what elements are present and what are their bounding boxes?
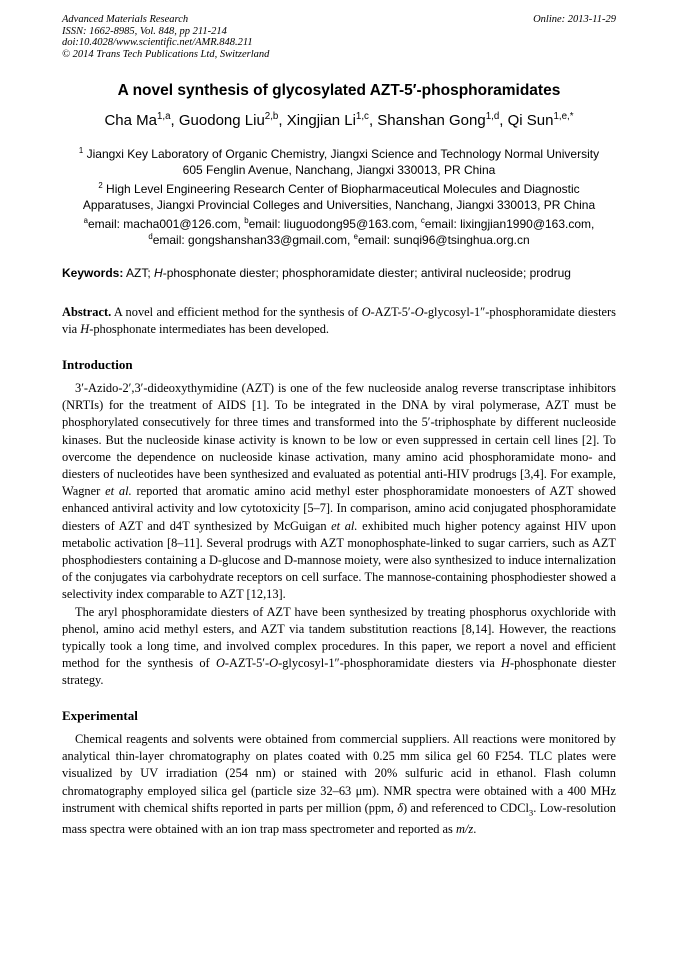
author-affil-mark: 1,c (355, 111, 369, 122)
author-name: Guodong Liu (178, 112, 265, 129)
author-affil-mark: 1,d (485, 111, 500, 122)
journal-header (62, 14, 442, 60)
online-date: Online: 2013-11-29 (533, 14, 616, 25)
paragraph: Chemical reagents and solvents were obtained from commercial suppliers. All reactions were monitored by analytical thin-layer chromatography on plates coated with 0.25 mm silica gel 60 F254. TLC plates were visualized by UV irradiation (254 nm) or stained with 20% sulfuric acid in ethanol. Flash column chromatography employed silica gel (particle size 32–63 μm). NMR spectra were obtained with a 400 MHz instrument with chemical shifts reported in parts per million (ppm, δ) and referenced to CDCl$_3$. Low-resolution mass spectra were obtained with an ion trap mass spectrometer and reported as m/z. (62, 732, 616, 837)
abstract-label: Abstract. (62, 305, 112, 319)
introduction-text (62, 380, 616, 690)
abstract: Abstract. A novel and efficient method for the synthesis of O-AZT-5′-O-glycosyl-1″-phosphoramidate diesters via H-phosphonate intermediates has been developed. (62, 305, 616, 337)
keyword-text: -phosphonate diester; phosphoramidate diester; antiviral nucleoside; prodrug (162, 266, 571, 280)
email-d: email: gongshanshan33@gmail.com, (152, 233, 354, 247)
affil-line: Jiangxi Key Laboratory of Organic Chemistry, Jiangxi Science and Technology Normal University (86, 147, 600, 161)
affil-line: High Level Engineering Research Center of Biopharmaceutical Molecules and Diagnostic (106, 182, 580, 196)
author-affil-mark: 2,b (264, 111, 279, 122)
author-name: Cha Ma (104, 112, 157, 129)
journal-issn: ISSN: 1662-8985, Vol. 848, pp 211-214 (62, 25, 227, 37)
affil-number: 1 (78, 146, 84, 155)
author-name: Qi Sun (507, 112, 554, 129)
section-heading-introduction: Introduction (62, 357, 133, 372)
paper-title: A novel synthesis of glycosylated AZT-5′-phosphoramidates (117, 82, 561, 99)
experimental-text (62, 731, 616, 839)
keywords-label: Keywords: (62, 266, 124, 280)
affiliation-2 (62, 181, 616, 213)
journal-copyright: © 2014 Trans Tech Publications Ltd, Switzerland (62, 48, 270, 60)
author-name: Xingjian Li (286, 112, 356, 129)
keywords (62, 266, 616, 280)
keyword-italic: H (154, 266, 163, 280)
keyword-text: AZT; (123, 266, 155, 280)
email-c: email: lixingjian1990@163.com, (424, 217, 595, 231)
affil-line: Apparatuses, Jiangxi Provincial Colleges and Universities, Nanchang, Jiangxi 330013, PR China (82, 198, 596, 212)
email-a: email: macha001@126.com, (87, 217, 245, 231)
email-e: email: sunqi96@tsinghua.org.cn (358, 233, 530, 247)
journal-name: Advanced Materials Research (62, 14, 189, 25)
author-name: Shanshan Gong (377, 112, 486, 129)
author-list: Cha Ma$^{1,a}$, Guodong Liu$^{2,b}$, Xingjian Li$^{1,c}$, Shanshan Gong$^{1,d}$, Qi Sun$^{1,e,*}$ (104, 111, 574, 129)
affil-line: 605 Fenglin Avenue, Nanchang, Jiangxi 330013, PR China (182, 163, 496, 177)
email-list: $^a$email: macha001@126.com, $^b$email: liuguodong95@163.com, $^c$email: lixingjian1990@163.com, $^d$email: gongshanshan33@gmail.com, $^e$email: sunqi96@tsinghua.org.cn (83, 216, 595, 247)
author-affil-mark: 1,e,* (553, 111, 574, 122)
affil-number: 2 (98, 181, 103, 190)
email-b: email: liuguodong95@163.com, (248, 217, 421, 231)
journal-doi: doi:10.4028/www.scientific.net/AMR.848.211 (62, 37, 253, 48)
paragraph: 3′-Azido-2′,3′-dideoxythymidine (AZT) is one of the few nucleoside analog reverse transcriptase inhibitors (NRTIs) for the treatment of AIDS [1]. To be integrated in the DNA by viral polymerase, AZT must be phosphorylated consecutively for three times and transformed into the 5′-triphosphate by different nucleoside kinases. But the nucleoside kinase activity is known to be low or even suppressed in certain cell lines [2]. To overcome the dependence on nucleoside kinase activation, many amino acid phosphoramidate mono- and diesters of nucleotides have been synthesized and evaluated as potential anti-HIV prodrugs [3,4]. For example, Wagner et al. reported that aromatic amino acid methyl ester phosphoramidate monoesters of AZT showed enhanced antiviral activity and low cytotoxicity [5–7]. In comparison, amino acid conjugated phosphoramidate diesters of AZT and d4T synthesized by McGuigan et al. exhibited much higher potency against HIV upon metabolic activation [8–11]. Several prodrugs with AZT monophosphate-linked to sugar carriers, such as AZT phosphodiesters containing a D-glucose and D-mannose moiety, were also synthesized to induce internalization of the conjugates via carbohydrate receptors on cell surface. The mannose-containing phosphodiester showed a selectivity index comparable to AZT [12,13]. (62, 381, 617, 602)
paragraph: The aryl phosphoramidate diesters of AZT have been synthesized by treating phosphorus oxychloride with phenol, amino acid methyl esters, and AZT via tandem substitution reactions [8,14]. However, the reactions typically took a long time, and involved complex procedures. In this paper, we report a novel and efficient method for the synthesis of O-AZT-5′-O-glycosyl-1″-phosphoramidate diesters via H-phosphonate diester strategy. (62, 604, 617, 688)
author-affil-mark: 1,a (156, 111, 171, 122)
affiliation-1 (62, 146, 616, 178)
section-heading-experimental: Experimental (62, 708, 138, 723)
